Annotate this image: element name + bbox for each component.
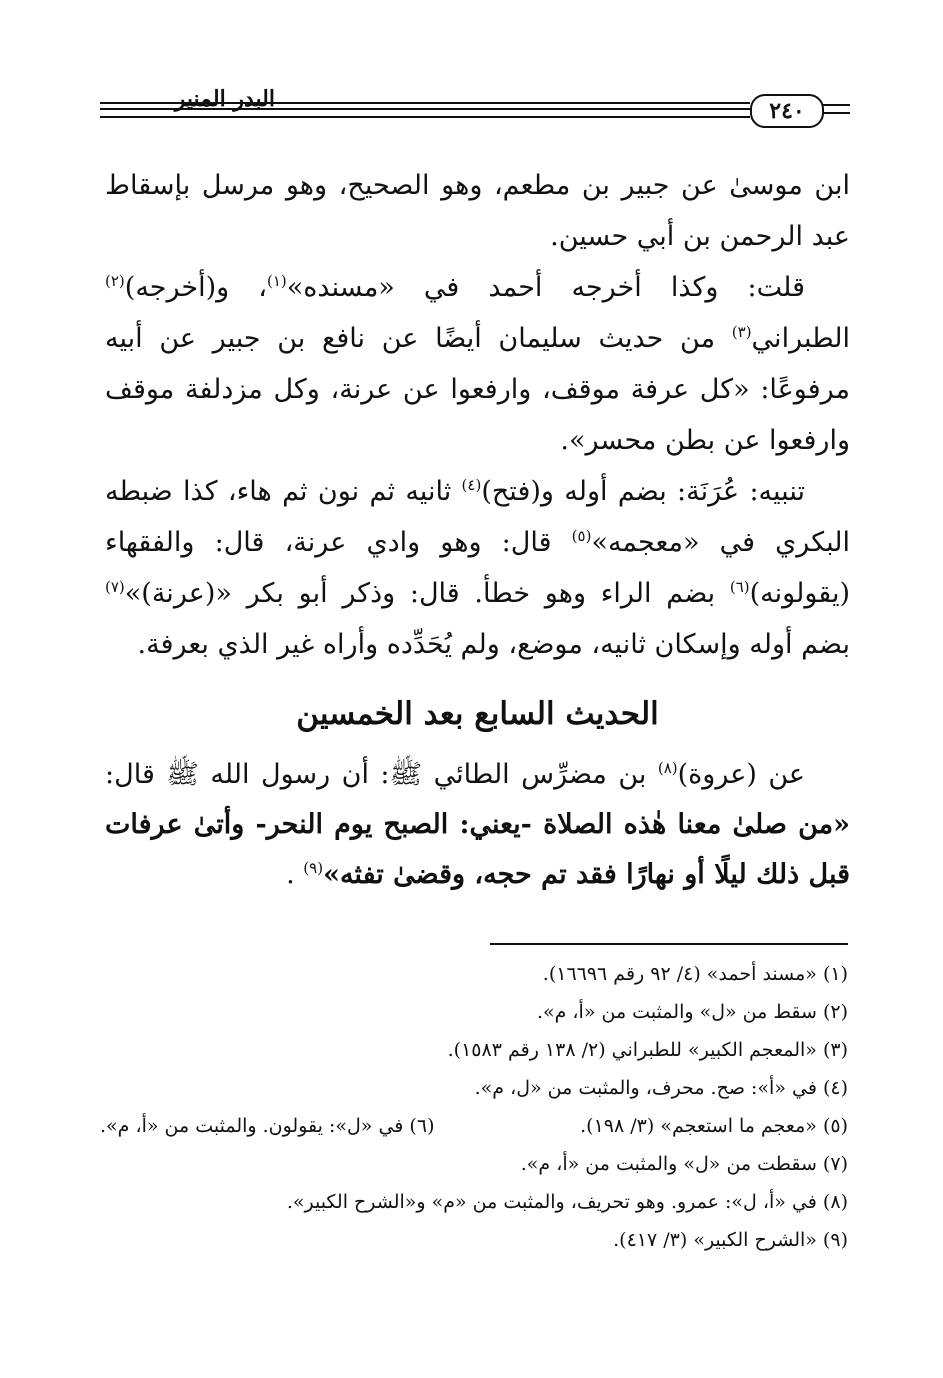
footnote-ref: (٢) (105, 272, 125, 290)
footnote-2: (٢) سقط من «ل» والمثبت من «أ، م». (536, 1001, 848, 1023)
footnote-7: (٧) سقطت من «ل» والمثبت من «أ، م». (520, 1153, 848, 1175)
footnote-4: (٤) في «أ»: صح. محرف، والمثبت من «ل، م». (474, 1077, 848, 1099)
footnote-row (100, 1107, 848, 1145)
page-number: ٢٤٠ (750, 94, 824, 128)
page-header (100, 80, 850, 130)
footnote-ref: (١) (266, 272, 287, 290)
footnote-8: (٨) في «أ، ل»: عمرو. وهو تحريف، والمثبت من «م» و«الشرح الكبير». (286, 1191, 848, 1213)
footnote-ref: (٦) (729, 578, 750, 596)
hadith-paragraph: عن (عروة)$^{(٨)}$ بن مضرِّس الطائي ﷺ: أن رسول الله ﷺ قال: «من صلىٰ معنا هٰذه الصلاة -يعني: الصبح يوم النحر- وأتىٰ عرفات قبل ذلك ليلًا أو نهارًا فقد تم حجه، وقضىٰ تفثه»$^{(٩)}$ . (105, 759, 850, 890)
header-rule-short (822, 104, 850, 106)
footnote-ref: (٨) (657, 759, 678, 777)
header-rule (100, 116, 750, 118)
footnote-ref: (٧) (105, 578, 125, 596)
footnotes (100, 955, 848, 1259)
section-heading: الحديث السابع بعد الخمسين (296, 696, 659, 732)
footnote-ref: (٥) (571, 527, 592, 545)
hadith-text (105, 750, 850, 900)
main-text (105, 160, 850, 670)
paragraph-tanbih: تنبيه: عُرَنَة: بضم أوله و(فتح)$^{(٤)}$ ثانيه ثم نون ثم هاء، كذا ضبطه البكري في «معجمه»$^{(٥)}$ قال: وهو وادي عرنة، قال: والفقهاء (يقولونه)$^{(٦)}$ بضم الراء وهو خطأ. قال: وذكر أبو بكر «(عرنة)»$^{(٧)}$ بضم أوله وإسكان ثانيه، موضع، ولم يُحَدِّده وأراه غير الذي بعرفة. (105, 476, 850, 660)
footnote-1: (١) «مسند أحمد» (٤/ ٩٢ رقم ١٦٦٩٦). (542, 963, 848, 985)
paragraph-continuation: ابن موسىٰ عن جبير بن مطعم، وهو الصحيح، وهو مرسل بإسقاط عبد الرحمن بن أبي حسين. (105, 170, 850, 252)
footnote-3: (٣) «المعجم الكبير» للطبراني (٢/ ١٣٨ رقم ١٥٨٣). (447, 1039, 848, 1061)
paragraph-qultu: قلت: وكذا أخرجه أحمد في «مسنده»$^{(١)}$، و(أخرجه)$^{(٢)}$ الطبراني$^{(٣)}$ من حديث سليمان أيضًا عن نافع بن جبير عن أبيه مرفوعًا: «كل عرفة موقف، وارفعوا عن عرنة، وكل مزدلفة موقف وارفعوا عن بطن محسر». (105, 272, 850, 456)
footnote-5: (٥) «معجم ما استعجم» (٣/ ١٩٨). (580, 1115, 848, 1137)
footnote-separator (490, 943, 848, 945)
footnote-6: (٦) في «ل»: يقولون. والمثبت من «أ، م». (100, 1115, 435, 1137)
header-rule-short (822, 112, 850, 114)
footnote-ref: (٩) (303, 859, 324, 877)
footnote-ref: (٣) (731, 323, 752, 341)
footnote-ref: (٤) (461, 476, 482, 494)
hadith-matn: «من صلىٰ معنا هٰذه الصلاة -يعني: الصبح يوم النحر- وأتىٰ عرفات قبل ذلك ليلًا أو نهارًا فقد تم حجه، وقضىٰ تفثه» (105, 809, 850, 890)
footnote-9: (٩) «الشرح الكبير» (٣/ ٤١٧). (613, 1229, 848, 1251)
book-title: البدر المنير (174, 86, 275, 112)
